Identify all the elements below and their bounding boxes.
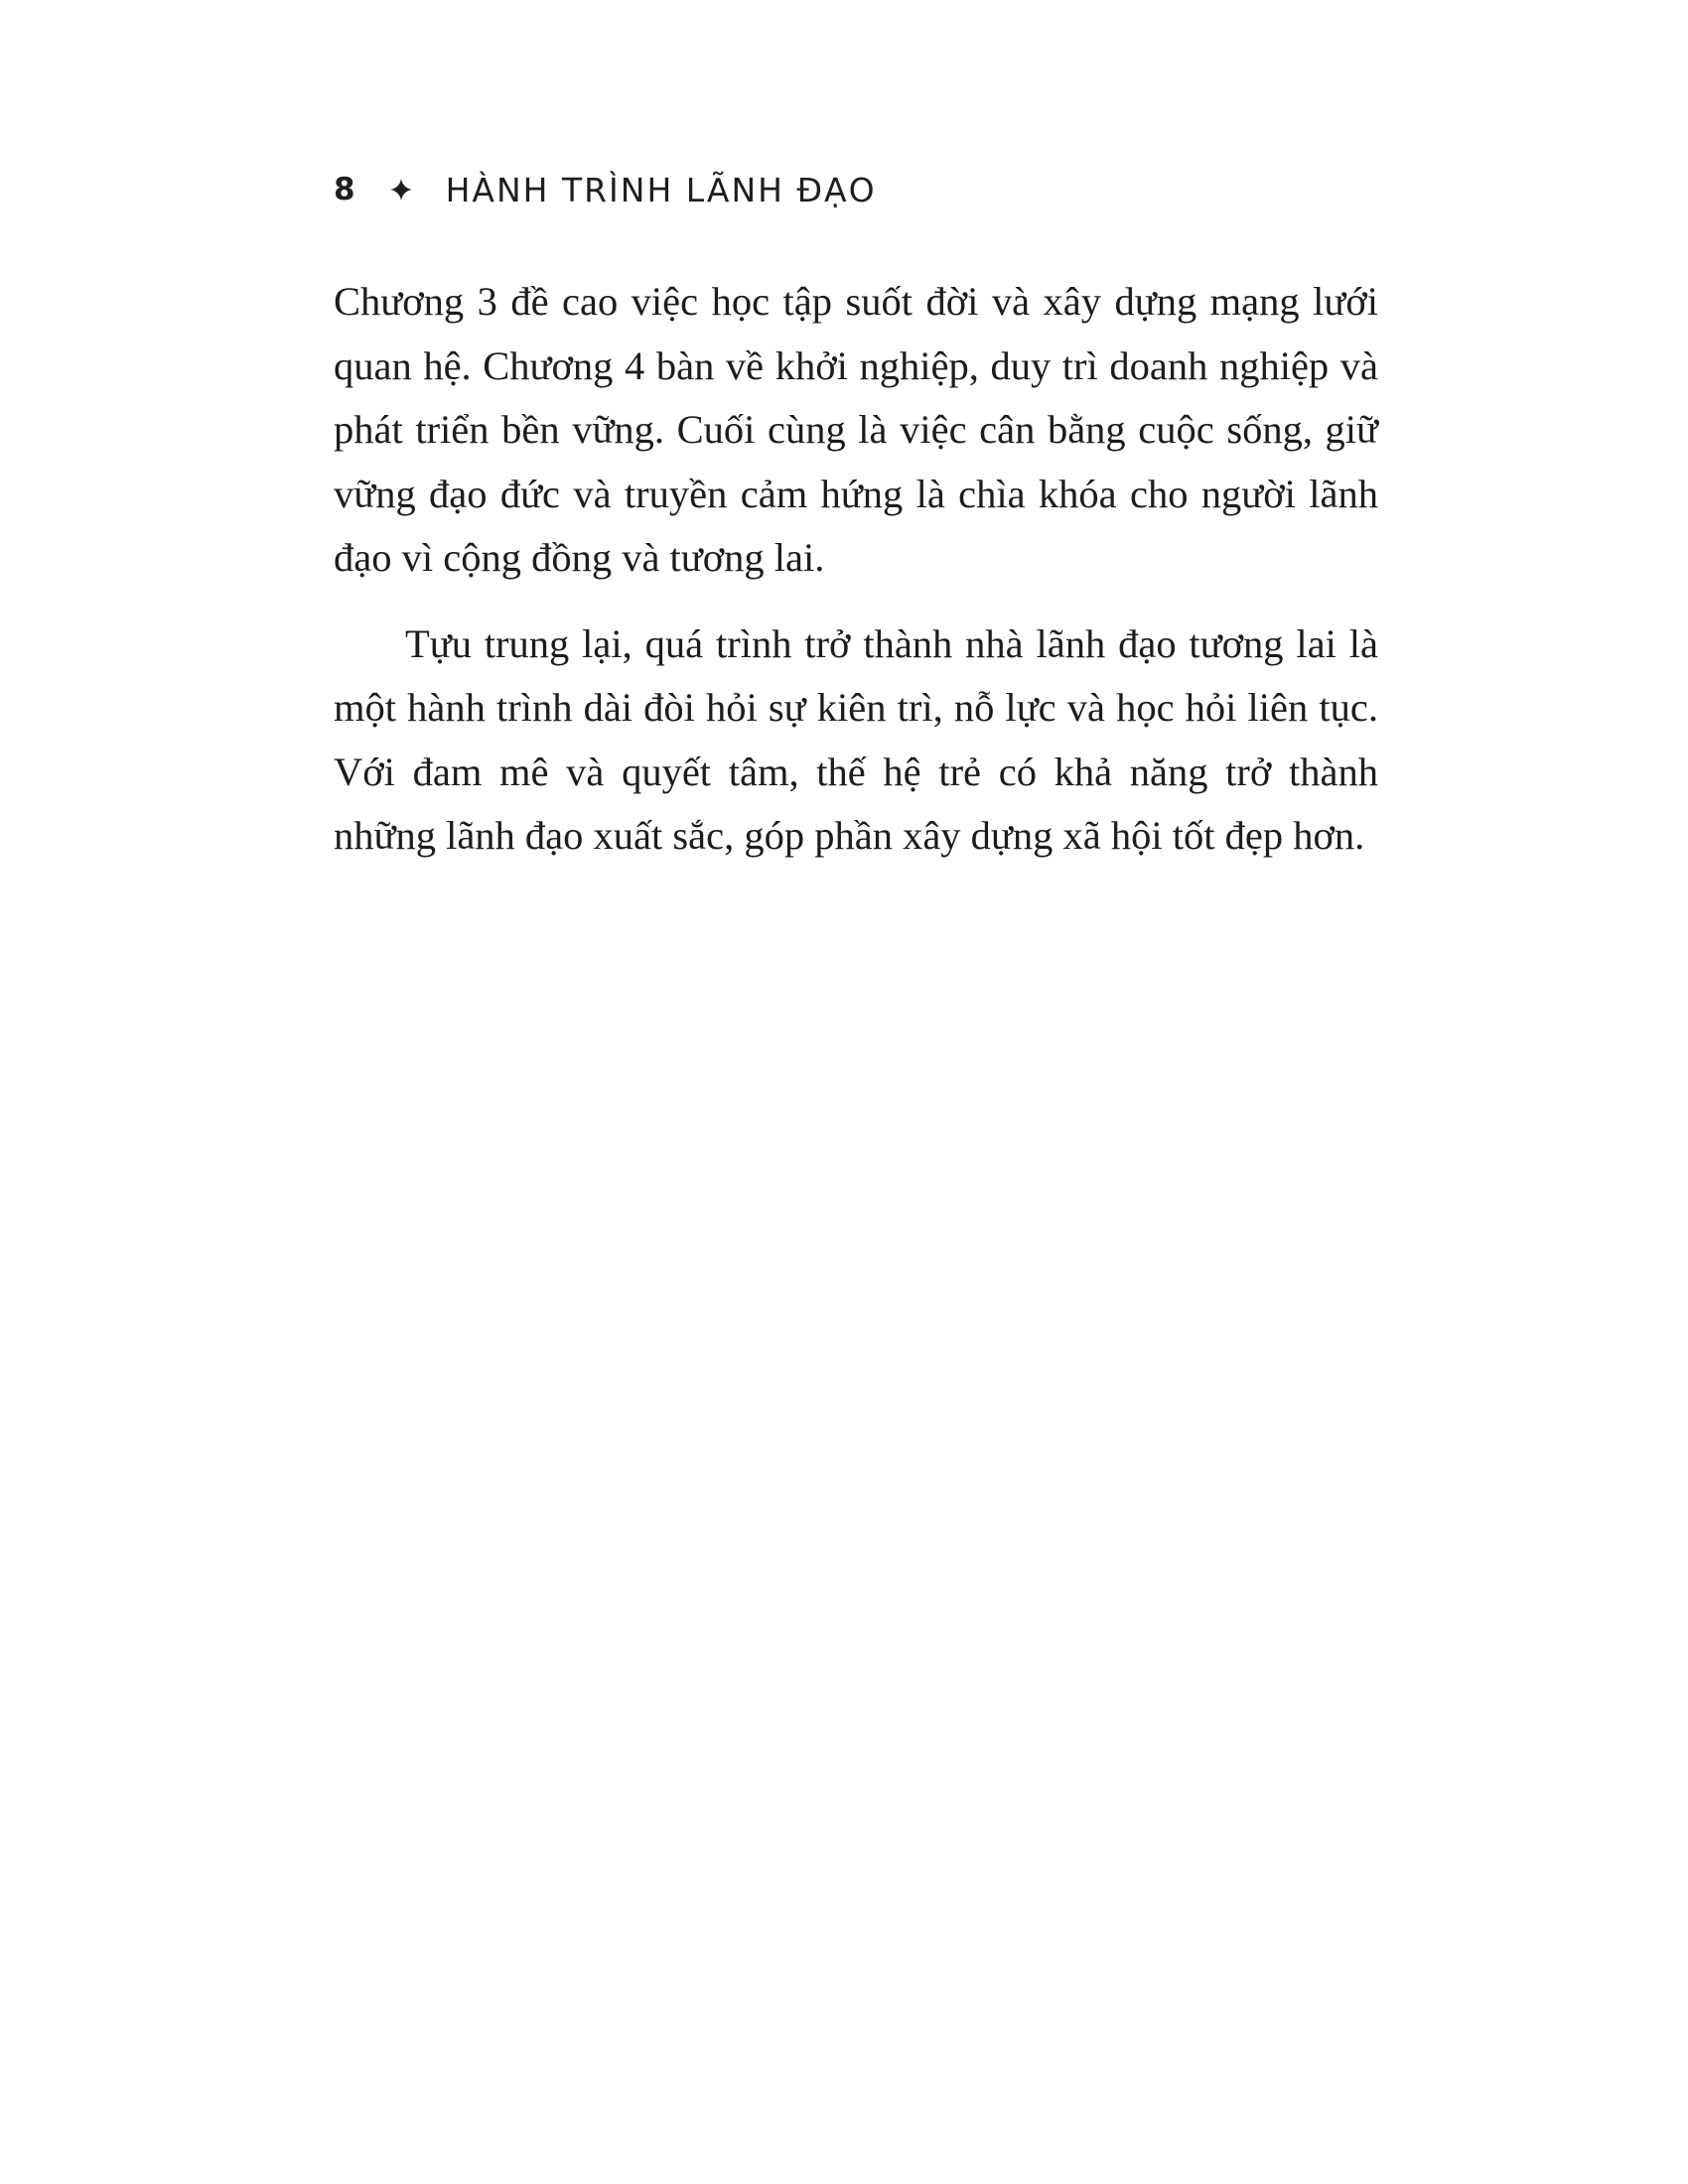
star-ornament-icon [390,179,412,201]
paragraph: Chương 3 đề cao việc học tập suốt đời và xây dựng mạng lưới quan hệ. Chương 4 bàn về khởi nghiệp, duy trì doanh nghiệp và phát triển bền vững. Cuối cùng là việc cân bằng cuộc sống, giữ vững đạo đức và truyền cảm hứng là chìa khóa cho người lãnh đạo vì cộng đồng và tương lai. [334,279,1378,580]
page-number: 8 [334,172,356,207]
body-text [334,270,1378,869]
running-title: HÀNH TRÌNH LÃNH ĐẠO [445,170,877,209]
paragraph: Tựu trung lại, quá trình trở thành nhà lãnh đạo tương lai là một hành trình dài đòi hỏi sự kiên trì, nỗ lực và học hỏi liên tục. Với đam mê và quyết tâm, thế hệ trẻ có khả năng trở thành những lãnh đạo xuất sắc, góp phần xây dựng xã hội tốt đẹp hơn. [334,620,1378,858]
running-header [334,165,877,214]
